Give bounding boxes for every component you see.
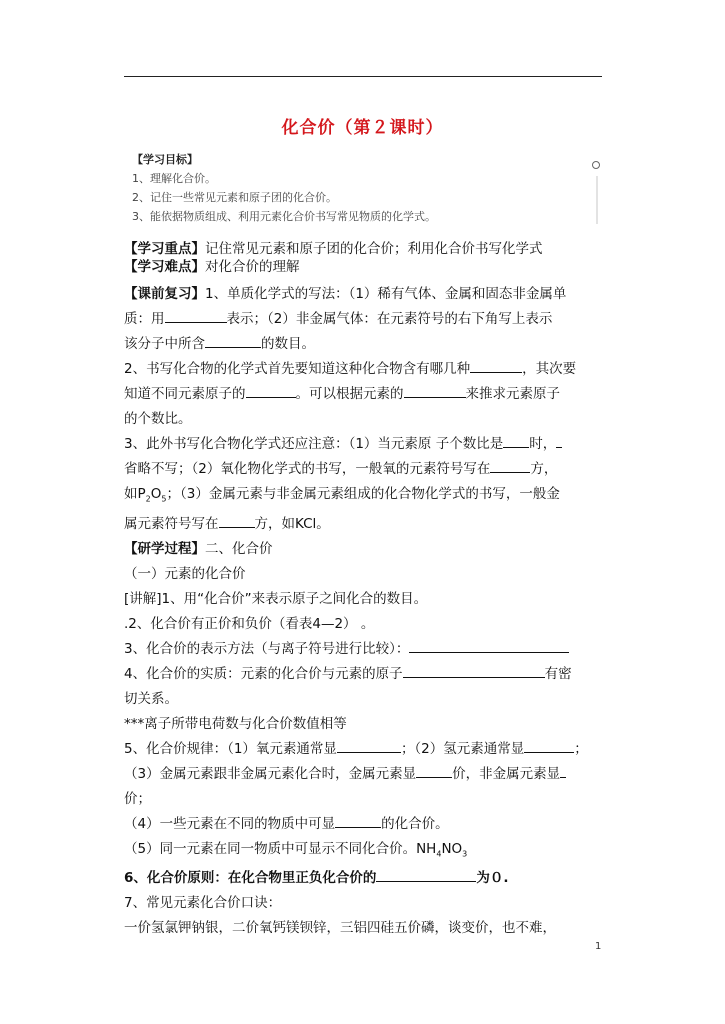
process-line: 4、化合价的实质：元素的化合价与元素的原子 有密 (124, 662, 604, 687)
answer-blank[interactable] (335, 812, 381, 828)
page-number: 1 (595, 941, 602, 952)
review-line: 知道不同元素原子的 。可以根据元素的 来推求元素原子 (124, 382, 604, 407)
goal-item: 3、能依据物质组成、利用元素化合价书写常见物质的化学式。 (132, 210, 436, 223)
answer-blank[interactable] (205, 332, 261, 348)
learning-goals-image (132, 150, 602, 230)
process-line: ***离子所带电荷数与化合价数值相等 (124, 715, 347, 732)
process-line: （4）一些元素在不同的物质中可显 的化合价。 (124, 812, 604, 837)
process-line: 【研学过程】二、化合价 (124, 540, 273, 557)
answer-blank[interactable] (524, 737, 574, 753)
review-line: 质：用 表示；（2）非金属气体：在元素符号的右下角写上表示 (124, 307, 604, 332)
process-line: 切关系。 (124, 690, 178, 707)
review-line: 3、此外书写化合物化学式还应注意：（1）当元素原 子个数比是 时， (124, 432, 604, 457)
document-body (124, 240, 604, 941)
circle-marker-icon (592, 161, 600, 169)
process-line: 6、化合价原则：在化合物里正负化合价的 为０. (124, 866, 604, 891)
answer-blank[interactable] (376, 866, 476, 882)
answer-blank[interactable] (165, 307, 227, 323)
answer-blank[interactable] (409, 637, 569, 653)
answer-blank[interactable] (219, 512, 255, 528)
review-line: 属元素符号写在 方，如KCl。 (124, 512, 604, 537)
answer-blank[interactable] (337, 737, 401, 753)
answer-blank[interactable] (470, 357, 522, 373)
goals-heading: 【学习目标】 (132, 153, 198, 166)
answer-blank[interactable] (490, 457, 530, 473)
process-line: （5）同一元素在同一物质中可显示不同化合价。$NH_4NO_3$ (124, 840, 468, 859)
answer-blank[interactable] (503, 432, 529, 448)
process-line: .2、化合价有正价和负价（看表4—2） 。 (124, 615, 375, 632)
review-line: 省略不写；（2）氧化物化学式的书写，一般氧的元素符号写在 方， (124, 457, 604, 482)
process-line: 价； (124, 790, 151, 807)
process-line: 5、化合价规律：（1）氧元素通常显 ；（2）氢元素通常显 ； (124, 737, 604, 762)
goal-item: 2、记住一些常见元素和原子团的化合价。 (132, 191, 337, 204)
scroll-track (596, 176, 598, 224)
page-title: 化合价（第２课时） (281, 118, 444, 138)
process-line: 一价氢氯钾钠银，二价氧钙镁钡锌，三铝四硅五价磷，谈变价，也不难， (124, 920, 556, 937)
process-line: 3、化合价的表示方法（与离子符号进行比较）： (124, 637, 604, 662)
process-line: [讲解]1、用“化合价”来表示原子之间化合的数目。 (124, 590, 428, 607)
difficulty-line: 【学习难点】对化合价的理解 (124, 259, 300, 275)
focus-line: 【学习重点】记住常见元素和原子团的化合价；利用化合价书写化学式 (124, 241, 543, 257)
answer-blank[interactable] (556, 432, 562, 448)
review-line: 该分子中所含 的数目。 (124, 332, 604, 357)
process-line: （一）元素的化合价 (124, 565, 246, 582)
review-line: 2、书写化合物的化学式首先要知道这种化合物含有哪几种 ，其次要 (124, 357, 604, 382)
header-rule (124, 76, 602, 77)
answer-blank[interactable] (403, 662, 545, 678)
answer-blank[interactable] (404, 382, 466, 398)
process-line: 7、常见元素化合价口诀： (124, 895, 282, 912)
goal-item: 1、理解化合价。 (132, 172, 216, 185)
process-line: （3）金属元素跟非金属元素化合时，金属元素显 价，非金属元素显 (124, 762, 604, 787)
review-line: 的个数比。 (124, 411, 192, 427)
answer-blank[interactable] (560, 762, 566, 778)
review-line: 【课前复习】1、单质化学式的写法：（1）稀有气体、金属和固态非金属单 (124, 286, 567, 302)
answer-blank[interactable] (416, 762, 452, 778)
answer-blank[interactable] (246, 382, 296, 398)
review-line: 如$P_2O_5$；（3）金属元素与非金属元素组成的化合物化学式的书写，一般金 (124, 486, 560, 504)
